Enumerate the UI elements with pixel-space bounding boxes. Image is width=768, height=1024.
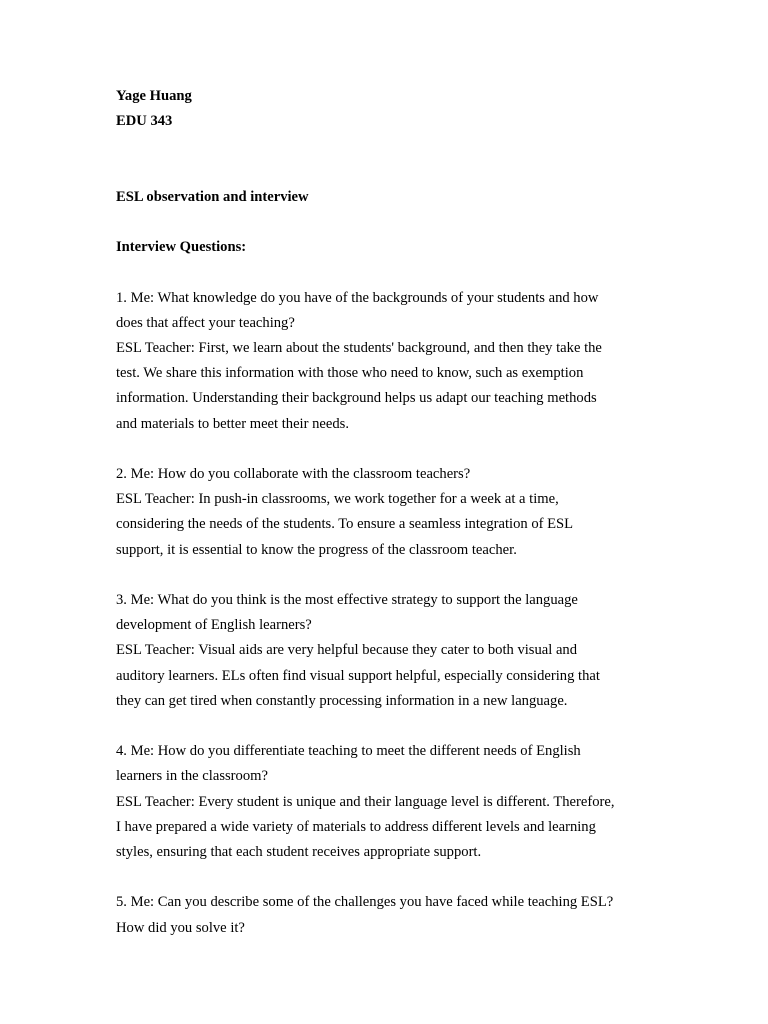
question-line: 4. Me: How do you differentiate teaching to meet the different needs of English [116,743,581,760]
spacer [116,260,668,285]
question-line: development of English learners? [116,617,312,634]
spacer [116,134,668,184]
answer-line: I have prepared a wide variety of materials to address different levels and learning [116,818,596,835]
qa-item [116,588,668,714]
question-line: How did you solve it? [116,919,245,936]
author-name: Yage Huang [116,88,192,104]
course-code: EDU 343 [116,113,173,130]
qa-item [116,286,668,437]
question-line: 1. Me: What knowledge do you have of the backgrounds of your students and how [116,289,599,306]
answer-line: test. We share this information with those who need to know, such as exemption [116,365,584,382]
answer-line: support, it is essential to know the progress of the classroom teacher. [116,541,517,558]
question-line: 2. Me: How do you collaborate with the classroom teachers? [116,465,471,482]
section-heading: Interview Questions: [116,239,247,256]
spacer [116,210,668,235]
answer-line: ESL Teacher: First, we learn about the students' background, and then they take the [116,339,602,356]
answer-line: they can get tired when constantly processing information in a new language. [116,692,568,709]
question-line: 5. Me: Can you describe some of the challenges you have faced while teaching ESL? [116,894,614,911]
question-line: learners in the classroom? [116,768,268,785]
answer-line: ESL Teacher: In push-in classrooms, we work together for a week at a time, [116,491,559,508]
answer-line: and materials to better meet their needs. [116,415,350,432]
qa-item [116,462,668,563]
answer-line: information. Understanding their background helps us adapt our teaching methods [116,390,597,407]
question-line: does that affect your teaching? [116,314,295,331]
answer-line: styles, ensuring that each student receives appropriate support. [116,844,482,860]
qa-item [116,890,668,940]
document-body [116,84,668,941]
answer-line: considering the needs of the students. To ensure a seamless integration of ESL [116,516,574,533]
answer-line: auditory learners. ELs often find visual support helpful, especially considering that [116,667,600,684]
answer-line: ESL Teacher: Every student is unique and their language level is different. Therefore, [116,793,615,810]
qa-item [116,739,668,865]
question-line: 3. Me: What do you think is the most effective strategy to support the language [116,591,578,608]
interview-qa-list [116,286,668,941]
document-title: ESL observation and interview [116,188,309,205]
answer-line: ESL Teacher: Visual aids are very helpful because they cater to both visual and [116,642,578,659]
